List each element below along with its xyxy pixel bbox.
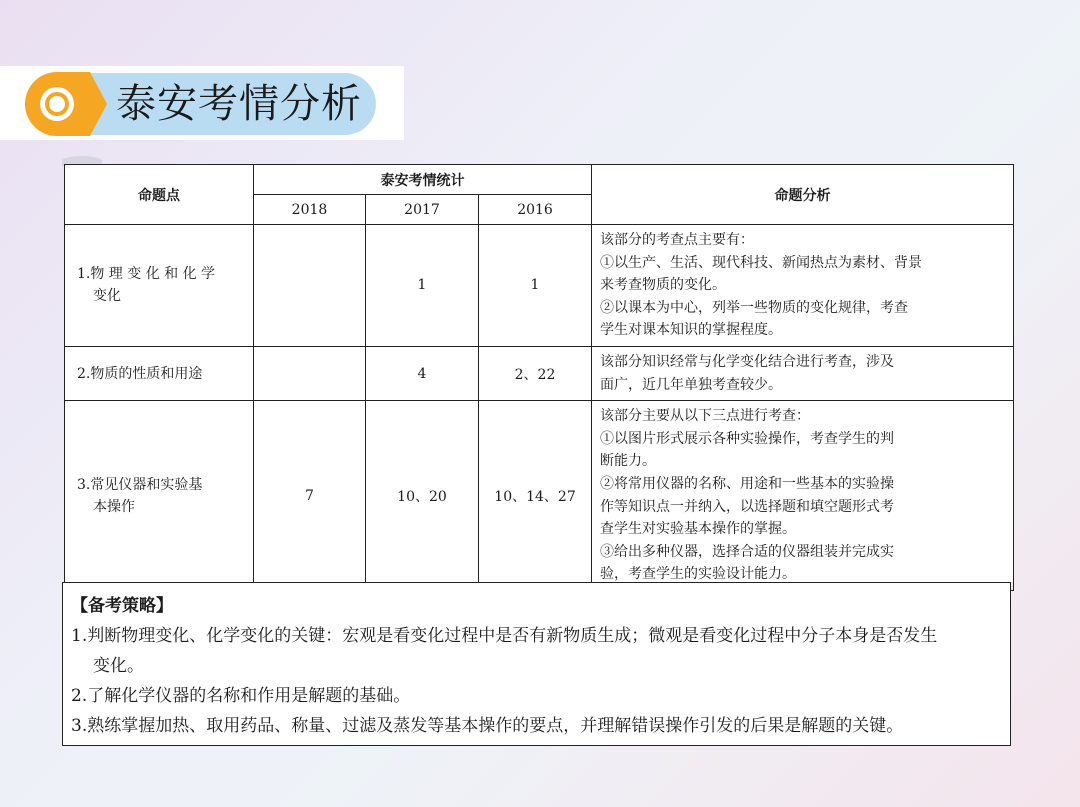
strategy-item: 3.熟练掌握加热、取用药品、称量、过滤及蒸发等基本操作的要点，并理解错误操作引发的后果是解题的关键。 [71, 716, 904, 736]
row-analysis [592, 401, 1014, 591]
cell-2017: 1 [366, 225, 479, 347]
header-year: 2018 [254, 195, 366, 225]
cell-2017: 10、20 [366, 401, 479, 591]
cell-2018: 7 [254, 401, 366, 591]
cell-2016: 1 [479, 225, 592, 347]
table-row [65, 401, 1014, 591]
row-point-line1: 2.物质的性质和用途 [77, 365, 203, 382]
row-point-line2: 变化 [93, 288, 121, 305]
strategy-title: 【备考策略】 [71, 596, 173, 616]
analysis-line: 来考查物质的变化。 [600, 277, 727, 294]
analysis-line: 验，考查学生的实验设计能力。 [600, 566, 797, 583]
table-row [65, 346, 1014, 400]
analysis-line: ①以图片形式展示各种实验操作，考查学生的判 [600, 430, 895, 447]
row-analysis [592, 346, 1014, 400]
page-title: 泰安考情分析 [116, 81, 362, 127]
strategy-item: 变化。 [93, 656, 144, 676]
analysis-line: 断能力。 [600, 453, 657, 470]
analysis-line: 该部分的考查点主要有： [600, 232, 755, 248]
analysis-line: 面广，近几年单独考查较少。 [600, 376, 783, 393]
row-analysis [592, 225, 1014, 347]
analysis-line: ③给出多种仪器，选择合适的仪器组装并完成实 [600, 543, 895, 560]
cell-2017: 4 [366, 346, 479, 400]
analysis-line: ②将常用仪器的名称、用途和一些基本的实验操 [600, 475, 895, 492]
analysis-line: 学生对课本知识的掌握程度。 [600, 322, 783, 339]
analysis-line: 作等知识点一并纳入，以选择题和填空题形式考 [600, 498, 895, 515]
table-row [65, 225, 1014, 347]
row-point [65, 401, 254, 591]
header-year: 2016 [479, 195, 592, 225]
cell-2016: 10、14、27 [479, 401, 592, 591]
header-point: 命题点 [65, 165, 254, 225]
row-point [65, 225, 254, 347]
exam-stat-table [64, 164, 1013, 582]
row-point-line1: 1.物 理 变 化 和 化 学 [77, 266, 216, 283]
cell-2016: 2、22 [479, 346, 592, 400]
analysis-line: 该部分主要从以下三点进行考查： [600, 408, 811, 425]
analysis-line: 该部分知识经常与化学变化结合进行考查，涉及 [600, 353, 895, 370]
header-stats: 泰安考情统计 [254, 165, 592, 195]
row-point [65, 346, 254, 400]
header-analysis: 命题分析 [592, 165, 1014, 225]
cell-2018 [254, 225, 366, 347]
analysis-line: 查学生对实验基本操作的掌握。 [600, 521, 797, 538]
strategy-item: 2.了解化学仪器的名称和作用是解题的基础。 [71, 686, 411, 706]
row-point-line2: 本操作 [93, 498, 135, 515]
cell-2018 [254, 346, 366, 400]
strategy-box [62, 582, 1011, 746]
header-year: 2017 [366, 195, 479, 225]
analysis-line: ②以课本为中心，列举一些物质的变化规律，考查 [600, 299, 909, 316]
analysis-line: ①以生产、生活、现代科技、新闻热点为素材、背景 [600, 254, 923, 271]
strategy-item: 1.判断物理变化、化学变化的关键：宏观是看变化过程中是否有新物质生成；微观是看变化过程中分子本身是否发生 [71, 626, 938, 646]
row-point-line1: 3.常见仪器和实验基 [77, 476, 203, 493]
circle-arrow-icon [24, 71, 108, 137]
